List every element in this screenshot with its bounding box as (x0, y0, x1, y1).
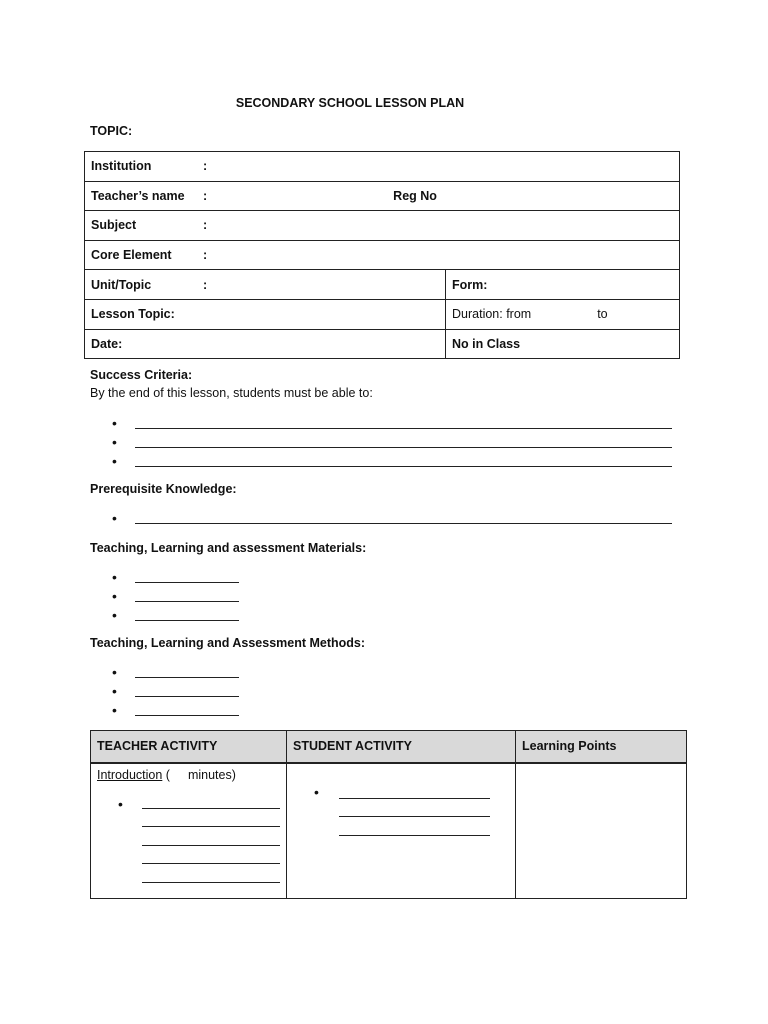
row-institution: Institution : (85, 152, 680, 182)
row-subject: Subject : (85, 211, 680, 241)
no-in-class-label: No in Class (452, 336, 521, 351)
blank-line[interactable] (135, 703, 239, 716)
teacher-activity-header: TEACHER ACTIVITY (91, 731, 287, 763)
bullet-icon: • (112, 683, 117, 699)
row-core-element: Core Element : (85, 240, 680, 270)
blank-line[interactable] (135, 589, 239, 602)
reg-no-label: Reg No (393, 188, 437, 203)
row-teacher: Teacher’s name : Reg No (85, 181, 680, 211)
lesson-info-table (84, 151, 680, 359)
table-row (91, 763, 687, 899)
teacher-activity-cell[interactable] (91, 763, 287, 899)
subject-label: Subject (91, 218, 137, 233)
introduction-label: Introduction ( minutes) (97, 767, 236, 782)
bullet-icon: • (118, 795, 123, 812)
prerequisite-heading: Prerequisite Knowledge: (90, 482, 237, 496)
success-criteria-heading: Success Criteria: (90, 368, 193, 382)
learning-points-cell[interactable] (516, 763, 687, 899)
bullet-icon: • (112, 434, 117, 450)
materials-heading: Teaching, Learning and assessment Materials: (90, 541, 367, 555)
blank-line[interactable] (135, 416, 672, 429)
bullet-icon: • (112, 664, 117, 680)
lesson-topic-label: Lesson Topic: (91, 307, 175, 322)
bullet-icon: • (112, 415, 117, 431)
bullet-icon: • (112, 510, 117, 526)
blank-line[interactable] (135, 665, 239, 678)
blank-line[interactable] (135, 570, 239, 583)
form-label: Form: (452, 277, 488, 292)
bullet-icon: • (112, 588, 117, 604)
blank-line[interactable] (135, 435, 672, 448)
success-criteria-intro: By the end of this lesson, students must be able to: (90, 386, 373, 400)
blank-line[interactable] (135, 511, 672, 524)
student-activity-header: STUDENT ACTIVITY (287, 731, 516, 763)
bullet-icon: • (112, 569, 117, 585)
success-criteria-section (90, 368, 373, 400)
teacher-name-label: Teacher’s name (91, 188, 185, 203)
teacher-blank-lines[interactable] (142, 792, 280, 885)
bullet-icon: • (112, 453, 117, 469)
row-unit-topic: Unit/Topic : Form: (85, 270, 680, 300)
duration-to-label: to (597, 307, 608, 322)
blank-line[interactable] (135, 608, 239, 621)
unit-topic-label: Unit/Topic (91, 277, 152, 292)
duration-from-label: Duration: from (452, 307, 532, 322)
topic-label: TOPIC: (90, 124, 133, 138)
methods-heading: Teaching, Learning and Assessment Methods: (90, 636, 366, 650)
activity-table (90, 730, 687, 899)
learning-points-header: Learning Points (516, 731, 687, 763)
bullet-icon: • (112, 702, 117, 718)
student-blank-lines[interactable] (339, 782, 490, 838)
row-date (85, 329, 680, 359)
page-title: SECONDARY SCHOOL LESSON PLAN (235, 96, 465, 110)
institution-label: Institution (91, 159, 152, 174)
bullet-icon: • (112, 607, 117, 623)
core-element-label: Core Element (91, 248, 172, 263)
bullet-icon: • (314, 783, 319, 800)
date-label: Date: (91, 336, 123, 351)
row-lesson-topic (85, 299, 680, 329)
student-activity-cell[interactable] (287, 763, 516, 899)
blank-line[interactable] (135, 454, 672, 467)
blank-line[interactable] (135, 684, 239, 697)
